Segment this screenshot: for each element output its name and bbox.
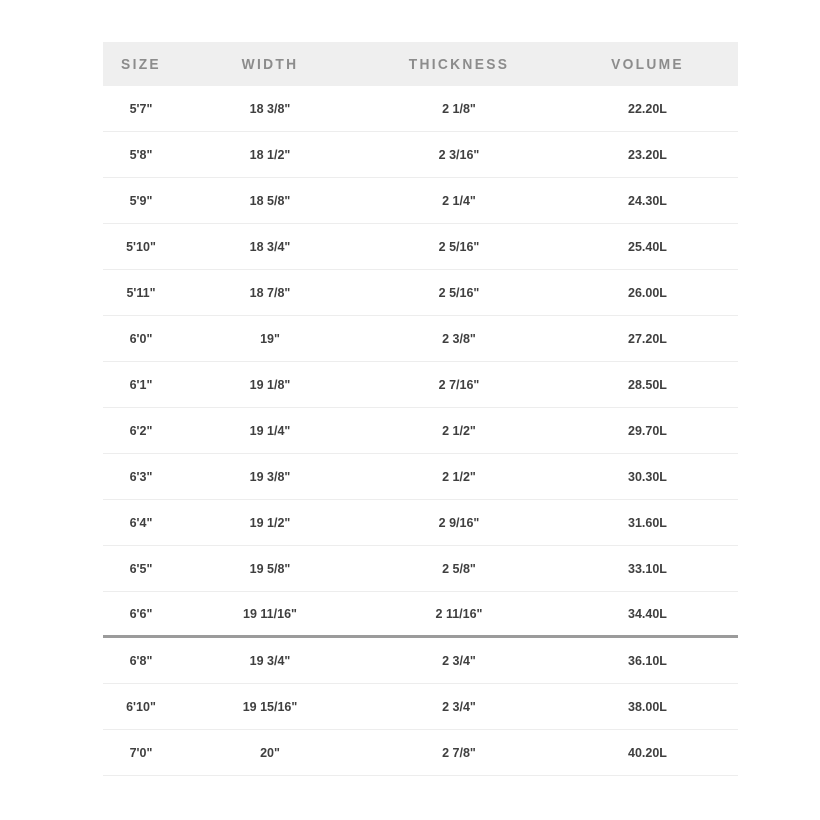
size-cell: 5'10" — [126, 239, 156, 254]
size-cell: 6'10" — [126, 699, 156, 714]
width-cell: 18 3/4" — [249, 239, 291, 254]
thickness-cell: 2 1/2" — [442, 469, 476, 484]
thickness-cell: 2 9/16" — [438, 515, 480, 530]
table-row — [103, 638, 738, 684]
width-cell: 18 7/8" — [249, 285, 291, 300]
table-row — [103, 316, 738, 362]
thickness-cell: 2 1/4" — [442, 193, 476, 208]
table-row — [103, 592, 738, 638]
width-cell: 19 3/8" — [249, 469, 291, 484]
volume-cell: 27.20L — [628, 331, 667, 346]
volume-cell: 38.00L — [628, 699, 667, 714]
thickness-cell: 2 5/16" — [438, 285, 480, 300]
volume-cell: 23.20L — [628, 147, 667, 162]
size-cell: 6'4" — [129, 515, 153, 530]
table-row — [103, 132, 738, 178]
volume-cell: 30.30L — [628, 469, 667, 484]
thickness-cell: 2 5/8" — [442, 561, 476, 576]
table-row — [103, 730, 738, 776]
volume-cell: 24.30L — [628, 193, 667, 208]
table-row — [103, 178, 738, 224]
thickness-cell: 2 3/8" — [442, 331, 476, 346]
table-row — [103, 684, 738, 730]
thickness-cell: 2 3/16" — [438, 147, 480, 162]
size-chart-body — [103, 86, 738, 776]
volume-cell: 33.10L — [628, 561, 667, 576]
table-row — [103, 362, 738, 408]
volume-cell: 31.60L — [628, 515, 667, 530]
size-cell: 6'6" — [129, 606, 153, 621]
column-header-size: SIZE — [121, 55, 161, 73]
size-cell: 5'8" — [129, 147, 153, 162]
thickness-cell: 2 5/16" — [438, 239, 480, 254]
size-cell: 6'1" — [129, 377, 153, 392]
volume-cell: 22.20L — [628, 101, 667, 116]
size-chart-header-row — [103, 42, 738, 86]
volume-cell: 26.00L — [628, 285, 667, 300]
table-row — [103, 408, 738, 454]
column-header-width: WIDTH — [241, 55, 299, 73]
volume-cell: 34.40L — [628, 606, 667, 621]
width-cell: 19 1/2" — [249, 515, 291, 530]
size-cell: 7'0" — [129, 745, 153, 760]
width-cell: 18 1/2" — [249, 147, 291, 162]
size-cell: 5'7" — [129, 101, 153, 116]
width-cell: 18 5/8" — [249, 193, 291, 208]
width-cell: 19" — [260, 331, 280, 346]
size-cell: 6'3" — [129, 469, 153, 484]
column-header-volume: VOLUME — [611, 55, 684, 73]
width-cell: 19 3/4" — [249, 653, 291, 668]
volume-cell: 36.10L — [628, 653, 667, 668]
size-chart-table — [103, 42, 738, 776]
size-cell: 6'8" — [129, 653, 153, 668]
column-header-thickness: THICKNESS — [408, 55, 510, 73]
thickness-cell: 2 1/8" — [442, 101, 476, 116]
table-row — [103, 270, 738, 316]
width-cell: 19 1/4" — [249, 423, 291, 438]
volume-cell: 29.70L — [628, 423, 667, 438]
size-cell: 6'2" — [129, 423, 153, 438]
width-cell: 19 1/8" — [249, 377, 291, 392]
table-row — [103, 500, 738, 546]
width-cell: 19 5/8" — [249, 561, 291, 576]
width-cell: 19 11/16" — [243, 606, 297, 621]
thickness-cell: 2 3/4" — [442, 653, 476, 668]
volume-cell: 40.20L — [628, 745, 667, 760]
width-cell: 18 3/8" — [249, 101, 291, 116]
thickness-cell: 2 7/8" — [442, 745, 476, 760]
size-cell: 5'11" — [126, 285, 156, 300]
thickness-cell: 2 1/2" — [442, 423, 476, 438]
size-cell: 5'9" — [129, 193, 153, 208]
size-cell: 6'5" — [129, 561, 153, 576]
thickness-cell: 2 11/16" — [435, 606, 483, 621]
table-row — [103, 224, 738, 270]
width-cell: 20" — [260, 745, 280, 760]
volume-cell: 28.50L — [628, 377, 667, 392]
volume-cell: 25.40L — [628, 239, 667, 254]
table-row — [103, 454, 738, 500]
size-cell: 6'0" — [129, 331, 153, 346]
thickness-cell: 2 3/4" — [442, 699, 476, 714]
table-row — [103, 546, 738, 592]
thickness-cell: 2 7/16" — [438, 377, 480, 392]
table-row — [103, 86, 738, 132]
width-cell: 19 15/16" — [242, 699, 298, 714]
